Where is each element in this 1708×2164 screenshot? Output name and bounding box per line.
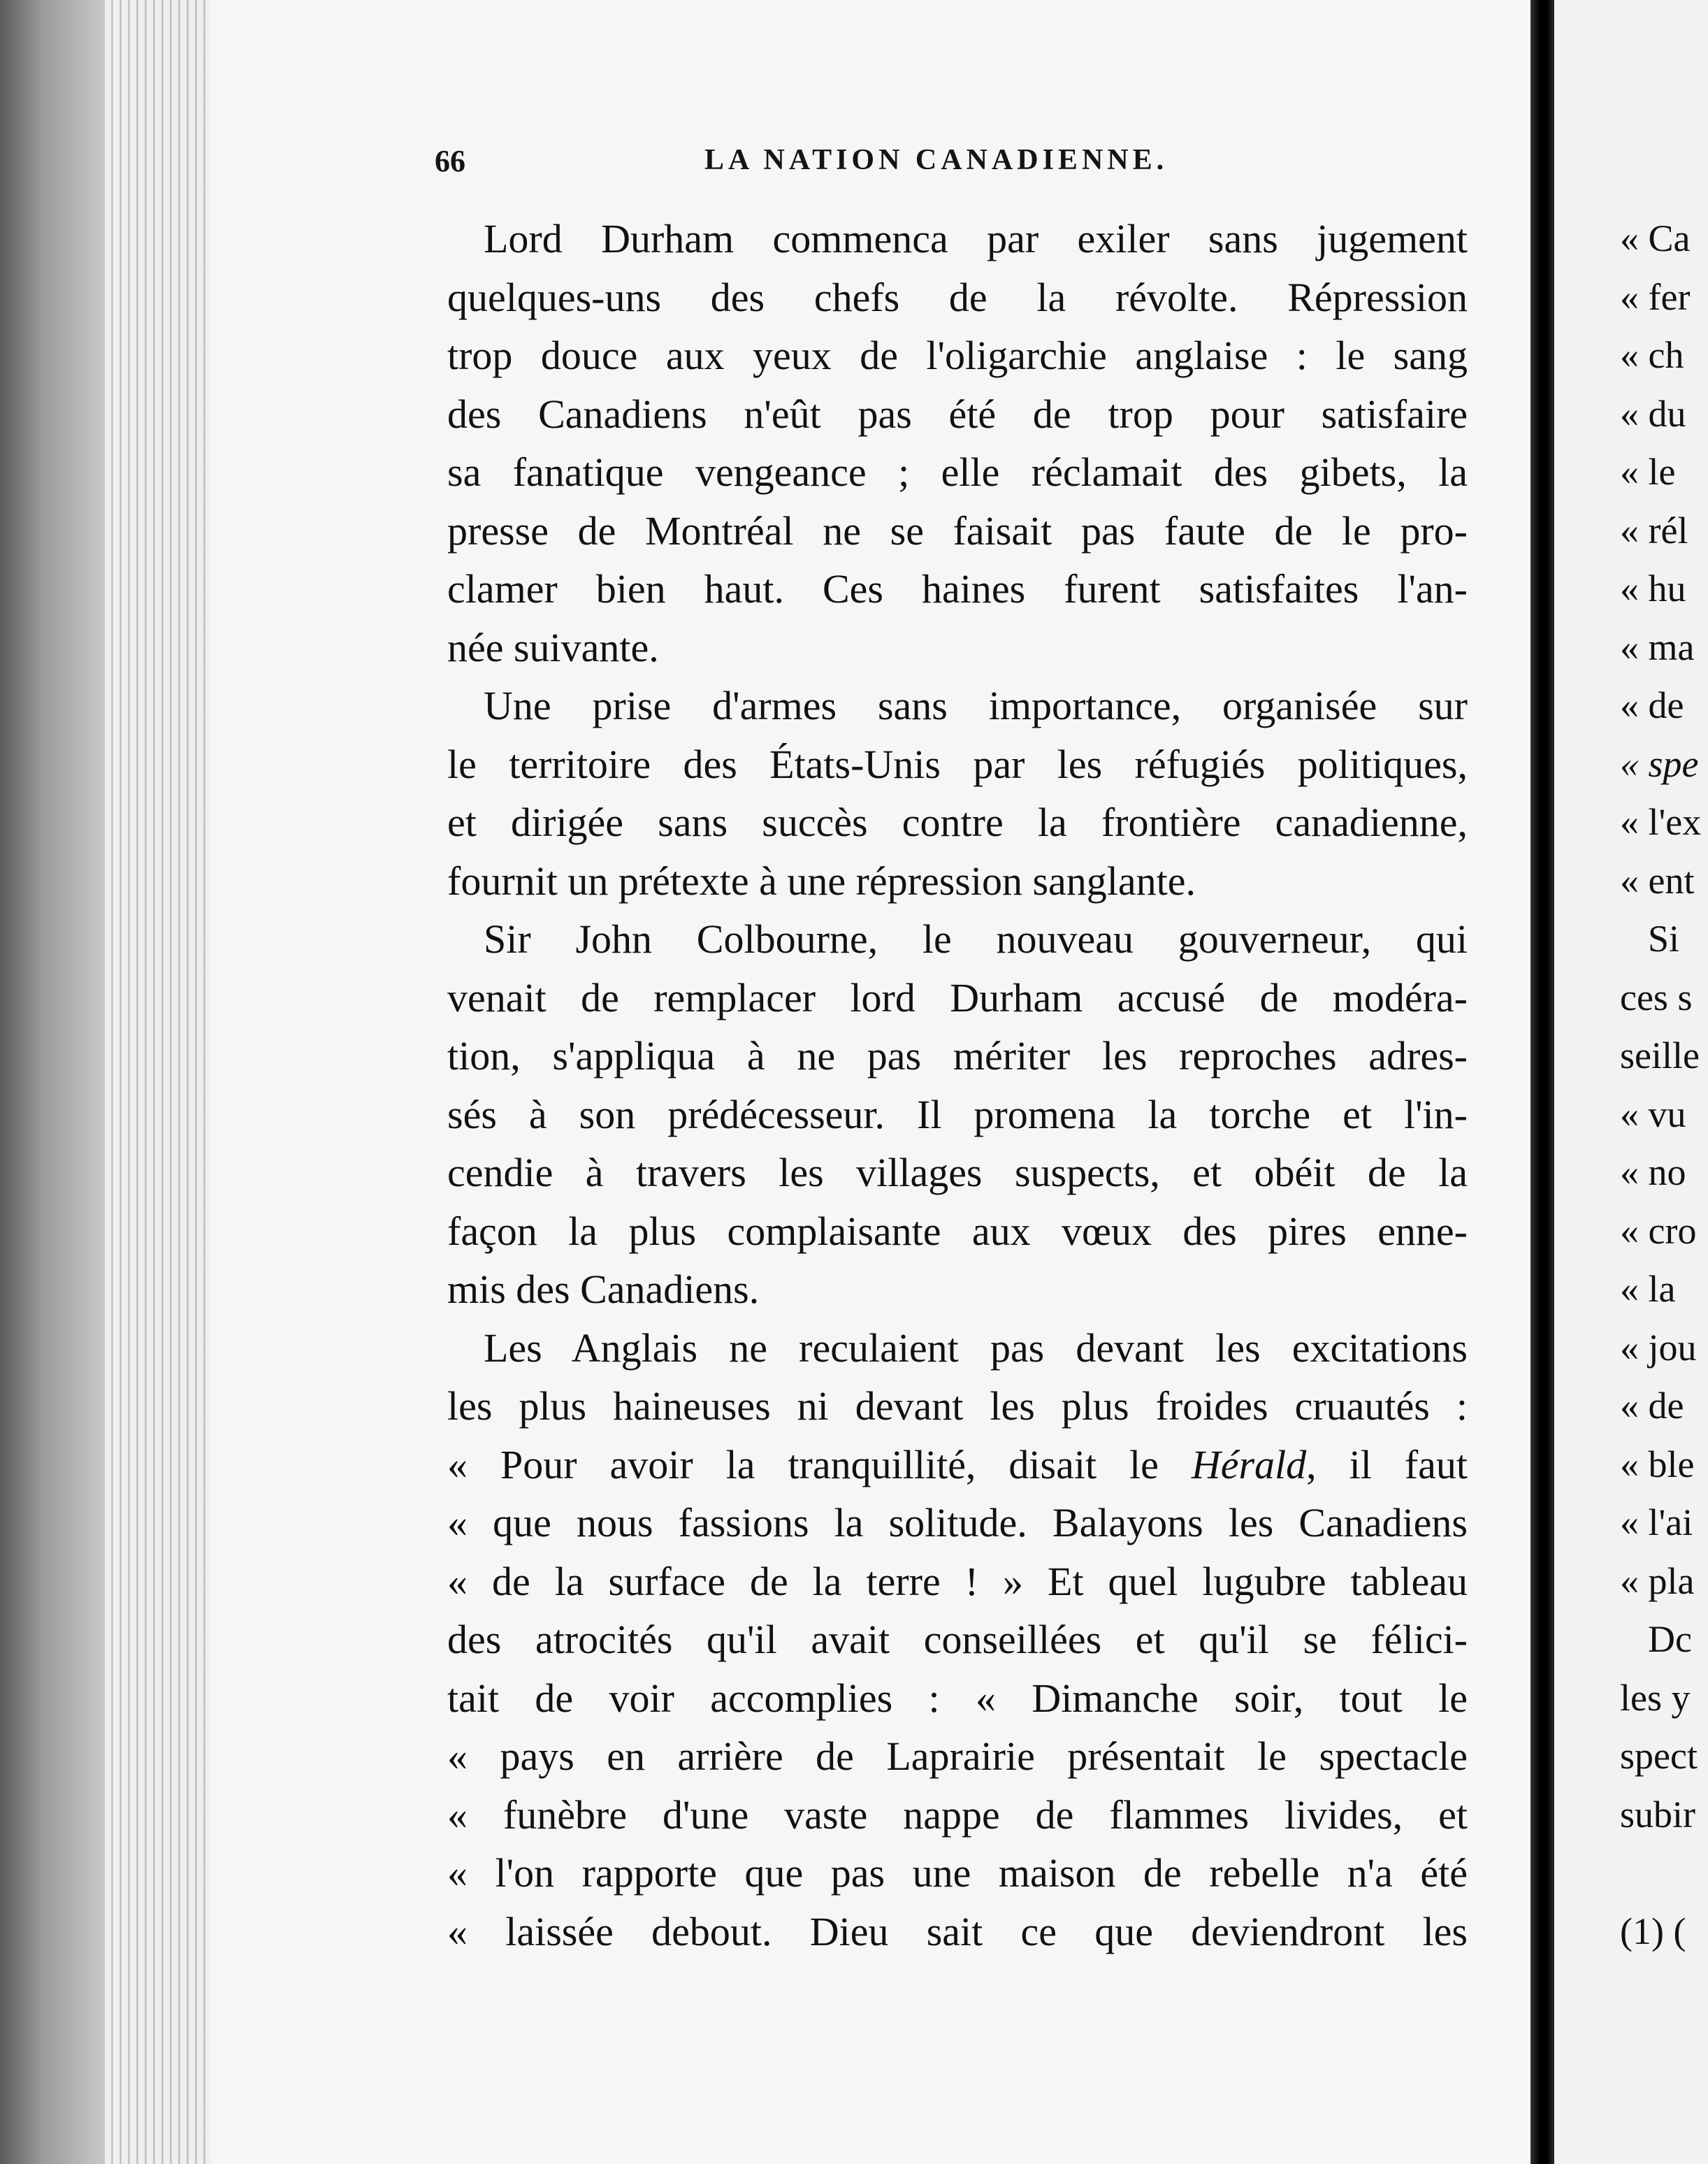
- text-line: « laissée debout. Dieu sait ce que deviendront les: [447, 1908, 1468, 1954]
- text-line: trop douce aux yeux de l'oligarchie anglaise : le sang: [447, 333, 1468, 378]
- text-line: Lord Durham commenca par exiler sans jugement: [484, 216, 1468, 261]
- text-line: et dirigée sans succès contre la frontière canadienne,: [447, 800, 1468, 845]
- facing-line: les y: [1620, 1676, 1691, 1719]
- text-line: quelques-uns des chefs de la révolte. Répression: [447, 274, 1468, 320]
- text-line: venait de remplacer lord Durham accusé de modéra-: [447, 974, 1468, 1020]
- facing-line: « fer: [1620, 275, 1691, 318]
- text-line: « l'on rapporte que pas une maison de rebelle n'a été: [447, 1850, 1468, 1896]
- facing-line: « le: [1620, 451, 1676, 493]
- stacked-page-edges: [105, 0, 210, 2164]
- text-line: Sir John Colbourne, le nouveau gouverneur, qui: [484, 916, 1468, 962]
- facing-line: « cro: [1620, 1209, 1697, 1252]
- facing-line: « vu: [1620, 1092, 1686, 1135]
- facing-line: « de: [1620, 684, 1684, 726]
- running-head-title: LA NATION CANADIENNE.: [704, 144, 1168, 176]
- page-number: 66: [435, 144, 465, 178]
- facing-line: « pla: [1620, 1559, 1695, 1602]
- text-line: façon la plus complaisante aux vœux des pires enne-: [447, 1208, 1468, 1254]
- text-line: mis des Canadiens.: [447, 1267, 760, 1312]
- facing-line: « la: [1620, 1268, 1676, 1310]
- facing-line: « rél: [1620, 509, 1688, 551]
- text-line: sés à son prédécesseur. Il promena la torche et l'in-: [447, 1091, 1468, 1137]
- newspaper-name-herald: Hérald: [1191, 1441, 1307, 1487]
- facing-line: « l'ex: [1620, 801, 1702, 843]
- text-line: « funèbre d'une vaste nappe de flammes livides, et: [447, 1791, 1468, 1838]
- facing-footnote: (1) (: [1620, 1910, 1686, 1952]
- text-segment: , il faut: [1306, 1441, 1468, 1487]
- facing-page-text: [1620, 210, 1708, 1961]
- facing-line: « ble: [1620, 1443, 1695, 1485]
- body-text: [447, 210, 1468, 1961]
- text-line: presse de Montréal ne se faisait pas faute de le pro-: [447, 507, 1468, 554]
- facing-line: « no: [1620, 1151, 1686, 1193]
- facing-line: « ch: [1620, 334, 1684, 376]
- facing-line: « ma: [1620, 626, 1695, 668]
- text-line: les plus haineuses ni devant les plus froides cruautés :: [447, 1383, 1468, 1429]
- text-segment: « Pour avoir la tranquillité, disait le: [447, 1441, 1192, 1487]
- facing-line: « ent: [1620, 859, 1695, 902]
- text-line: « pays en arrière de Laprairie présentait le spectacle: [447, 1733, 1468, 1779]
- text-line: sa fanatique vengeance ; elle réclamait des gibets, la: [447, 449, 1468, 495]
- book-gutter: [1530, 0, 1554, 2164]
- text-line: tait de voir accomplies : « Dimanche soir, tout le: [447, 1675, 1468, 1721]
- facing-line: Dc: [1648, 1618, 1692, 1660]
- text-line: le territoire des États-Unis par les réfugiés politiques,: [447, 741, 1468, 787]
- text-line: fournit un prétexte à une répression sanglante.: [447, 858, 1196, 904]
- text-line-herald: [447, 1436, 1468, 1494]
- facing-line: seille: [1620, 1034, 1700, 1076]
- text-line: Une prise d'armes sans importance, organisée sur: [484, 683, 1468, 728]
- facing-line: « jou: [1620, 1326, 1697, 1369]
- facing-line: ces s: [1620, 976, 1693, 1018]
- text-line: cendie à travers les villages suspects, et obéit de la: [447, 1150, 1468, 1195]
- facing-line: Si: [1648, 918, 1680, 960]
- text-line: Les Anglais ne reculaient pas devant les excitations: [484, 1325, 1468, 1371]
- facing-line: « Ca: [1620, 217, 1691, 259]
- text-line: née suivante.: [447, 624, 659, 670]
- text-line: des Canadiens n'eût pas été de trop pour satisfaire: [447, 391, 1468, 437]
- facing-line: subir: [1620, 1793, 1695, 1835]
- facing-line: spect: [1620, 1735, 1698, 1777]
- text-line: « que nous fassions la solitude. Balayons les Canadiens: [447, 1500, 1468, 1545]
- text-line: clamer bien haut. Ces haines furent satisfaites l'an-: [447, 566, 1468, 612]
- facing-line-blank: [1620, 1844, 1708, 1903]
- text-line: des atrocités qu'il avait conseillées et qu'il se félici-: [447, 1617, 1468, 1662]
- facing-line: « du: [1620, 392, 1686, 435]
- text-line: tion, s'appliqua à ne pas mériter les reproches adres-: [447, 1033, 1468, 1079]
- facing-line: « de: [1620, 1385, 1684, 1427]
- left-dark-margin: [0, 0, 105, 2164]
- facing-italic-fragment: « spe: [1620, 742, 1699, 785]
- text-line: « de la surface de la terre ! » Et quel lugubre tableau: [447, 1558, 1468, 1604]
- facing-line: « l'ai: [1620, 1501, 1693, 1543]
- facing-line: « hu: [1620, 568, 1686, 609]
- facing-line: [1620, 735, 1708, 794]
